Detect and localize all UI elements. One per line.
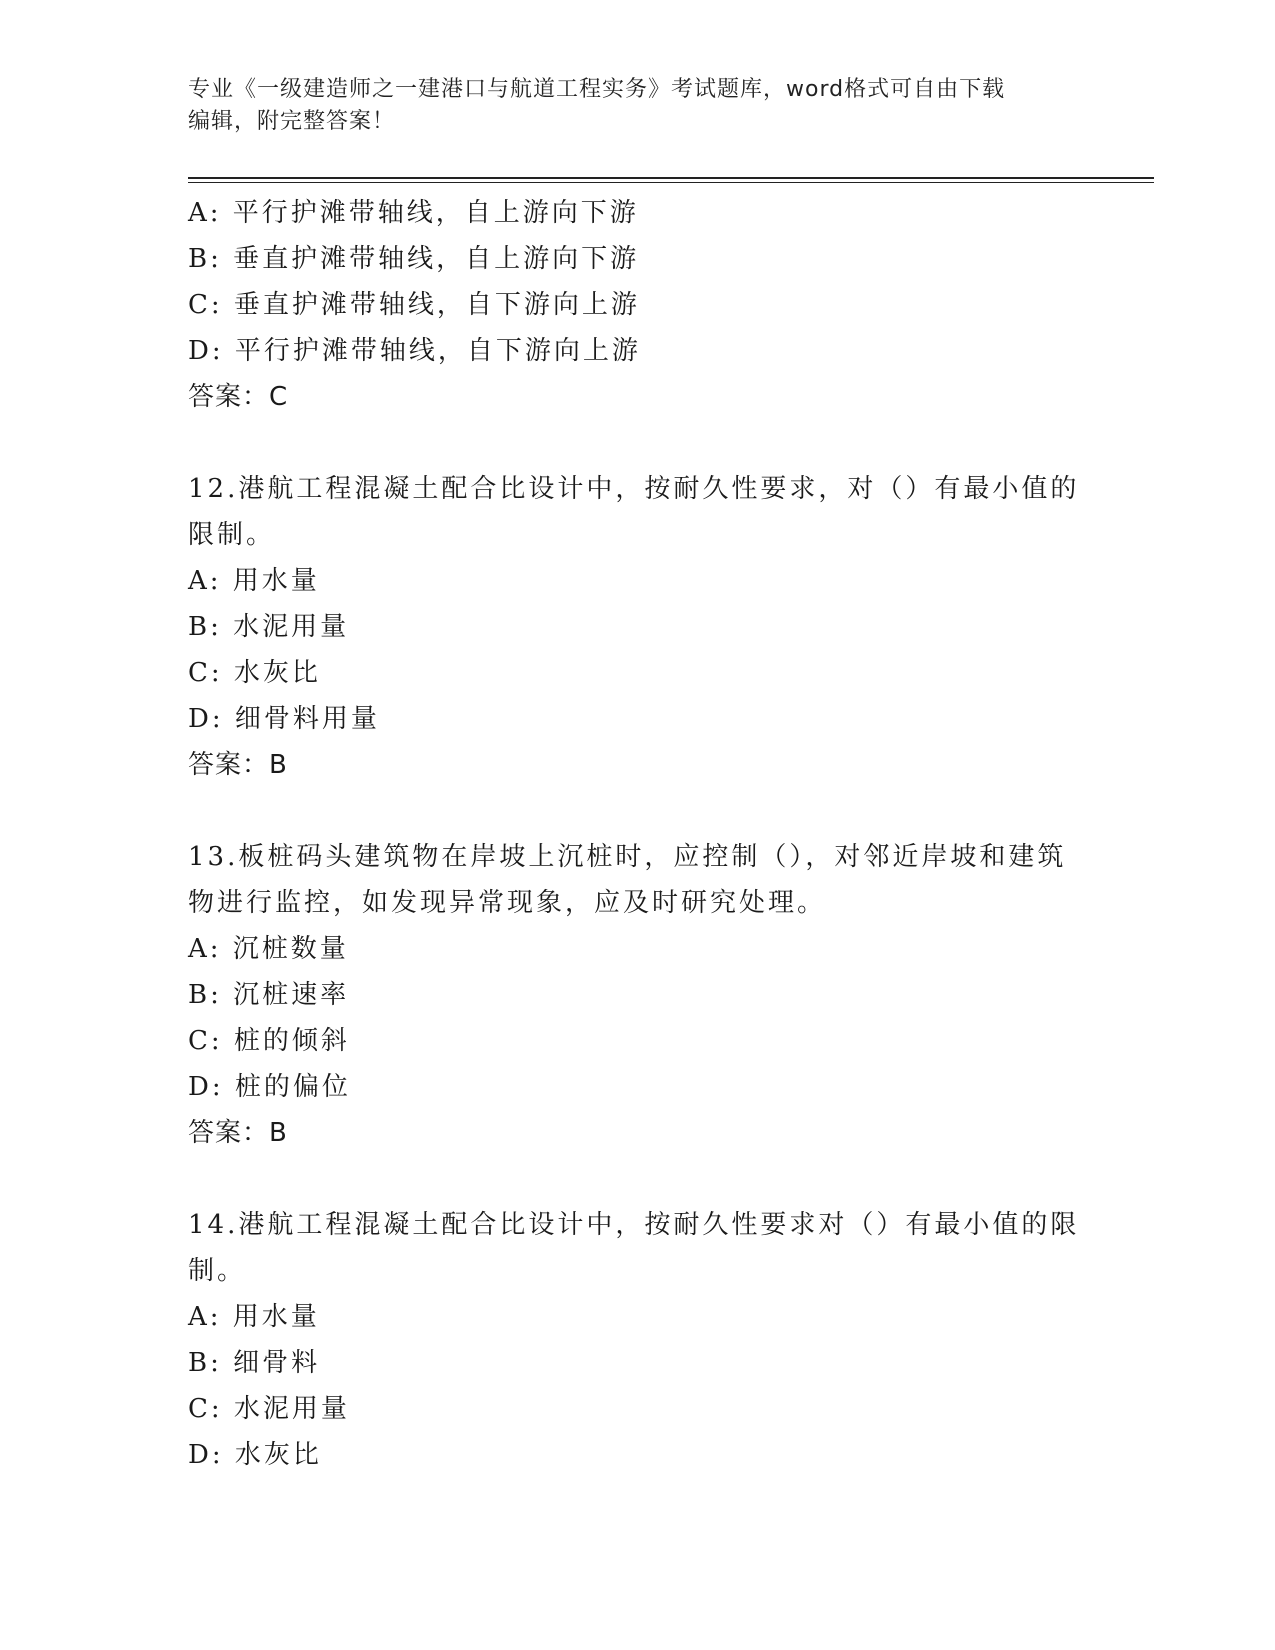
prev-question-block [188, 190, 1088, 420]
option-d: D: 桩的偏位 [188, 1072, 351, 1102]
question-text-line-1: 12.港航工程混凝土配合比设计中，按耐久性要求，对（）有最小值的 [188, 474, 1080, 504]
question-list [188, 190, 1088, 1478]
option-c: C: 水灰比 [188, 658, 321, 688]
option-d: D: 平行护滩带轴线，自下游向上游 [188, 336, 641, 366]
option-c: C: 水泥用量 [188, 1394, 350, 1424]
header-line-1: 专业《一级建造师之一建港口与航道工程实务》考试题库，word格式可自由下载 [188, 77, 1006, 102]
question-text-line-2: 物进行监控，如发现异常现象，应及时研究处理。 [188, 888, 827, 918]
answer-line: 答案：C [188, 382, 289, 412]
option-b: B: 沉桩速率 [188, 980, 350, 1010]
header-line-2: 编辑，附完整答案！ [188, 109, 396, 134]
option-a: A: 平行护滩带轴线，自上游向下游 [188, 198, 639, 228]
answer-line: 答案：B [188, 750, 288, 780]
question-13 [188, 834, 1088, 1156]
option-c: C: 垂直护滩带轴线，自下游向上游 [188, 290, 640, 320]
question-text-line-1: 14.港航工程混凝土配合比设计中，按耐久性要求对（）有最小值的限 [188, 1210, 1080, 1240]
option-a: A: 用水量 [188, 1302, 320, 1332]
option-b: B: 垂直护滩带轴线，自上游向下游 [188, 244, 640, 274]
option-a: A: 用水量 [188, 566, 320, 596]
document-header [188, 74, 1068, 138]
header-divider-thin [188, 182, 1154, 183]
question-12 [188, 466, 1088, 788]
question-text-line-2: 限制。 [188, 520, 276, 550]
option-d: D: 水灰比 [188, 1440, 322, 1470]
answer-line: 答案：B [188, 1118, 288, 1148]
option-b: B: 细骨料 [188, 1348, 321, 1378]
question-text-line-1: 13.板桩码头建筑物在岸坡上沉桩时，应控制（），对邻近岸坡和建筑 [188, 842, 1067, 872]
question-text-line-2: 制。 [188, 1256, 247, 1286]
question-14 [188, 1202, 1088, 1478]
header-divider-thick [188, 177, 1154, 179]
option-b: B: 水泥用量 [188, 612, 350, 642]
option-d: D: 细骨料用量 [188, 704, 380, 734]
option-a: A: 沉桩数量 [188, 934, 349, 964]
option-c: C: 桩的倾斜 [188, 1026, 350, 1056]
